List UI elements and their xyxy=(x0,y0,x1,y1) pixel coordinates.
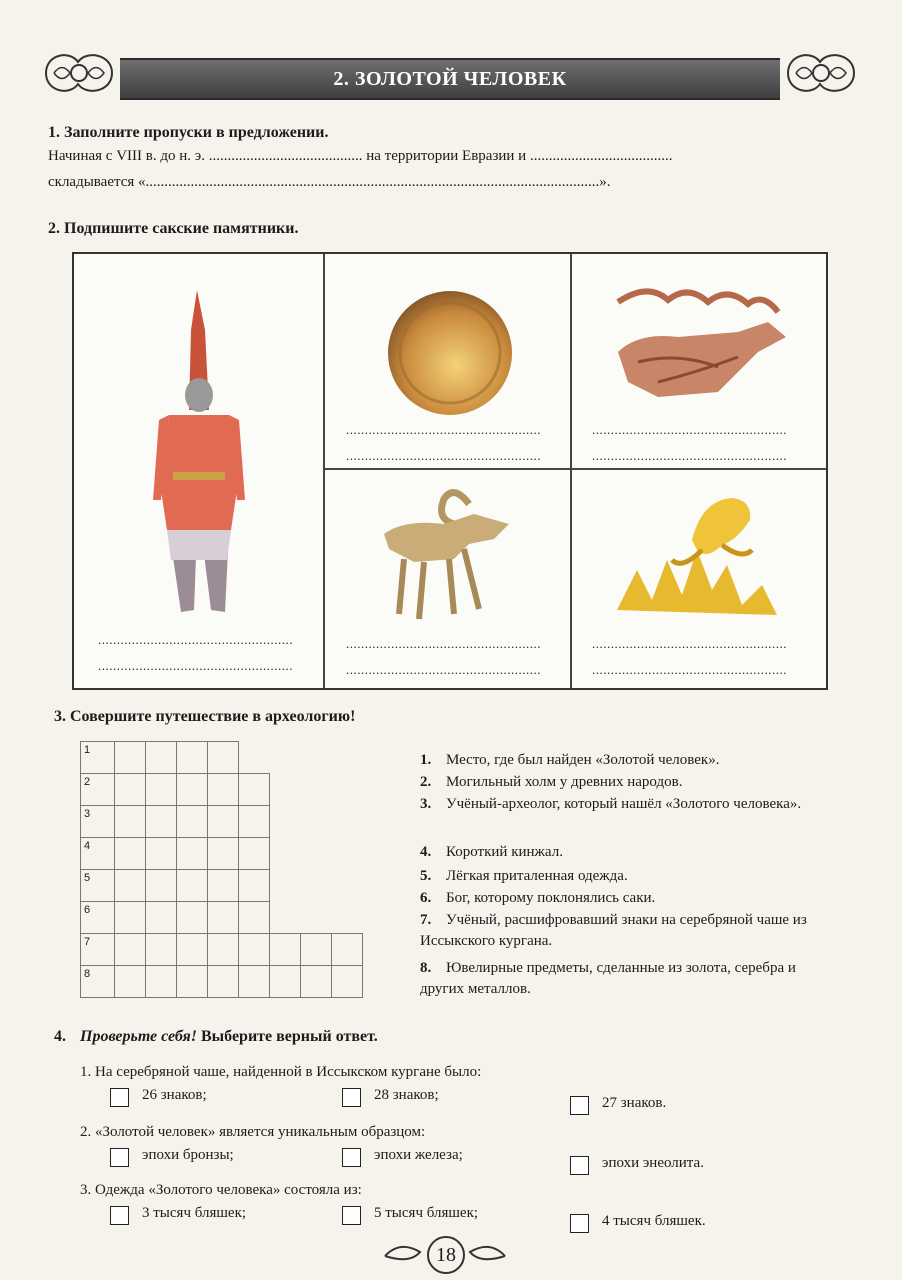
crossword-grid[interactable] xyxy=(80,741,363,998)
crossword-cell[interactable] xyxy=(115,774,146,806)
answer-label: 27 знаков. xyxy=(602,1095,667,1111)
clue-item xyxy=(420,888,830,909)
answer-label: 5 тысяч бляшек; xyxy=(374,1205,479,1221)
clue-number: 3. xyxy=(420,796,432,812)
crossword-cell[interactable] xyxy=(146,934,177,966)
answer-checkbox[interactable] xyxy=(342,1206,361,1225)
crossword-empty xyxy=(270,774,301,806)
answer-checkbox[interactable] xyxy=(110,1088,129,1107)
answer-label: 26 знаков; xyxy=(142,1087,207,1103)
clue-text: Могильный холм у древних народов. xyxy=(446,774,683,790)
clue-item xyxy=(420,750,830,771)
clue-text: Бог, которому поклонялись саки. xyxy=(446,890,656,906)
clue-number: 7. xyxy=(420,912,432,928)
crossword-cell[interactable]: 7 xyxy=(81,934,115,966)
deer-plaque-image xyxy=(598,282,798,412)
clue-item xyxy=(420,772,830,793)
answer-checkbox[interactable] xyxy=(110,1148,129,1167)
crossword-cell[interactable] xyxy=(177,966,208,998)
quiz-question: 1. На серебряной чаше, найденной в Иссыкском кургане было: xyxy=(80,1064,482,1080)
crossword-cell[interactable] xyxy=(115,806,146,838)
crossword-cell[interactable] xyxy=(208,774,239,806)
crossword-empty xyxy=(301,806,332,838)
crossword-empty xyxy=(270,870,301,902)
crossword-empty xyxy=(270,902,301,934)
crossword-cell[interactable] xyxy=(146,966,177,998)
crossword-cell[interactable] xyxy=(332,966,363,998)
crossword-cell[interactable] xyxy=(146,870,177,902)
clue-number: 4. xyxy=(420,844,432,860)
crossword-cell[interactable] xyxy=(146,806,177,838)
clue-text: Короткий кинжал. xyxy=(446,844,563,860)
crossword-row xyxy=(81,838,363,870)
answer-label: эпохи железа; xyxy=(374,1147,463,1163)
crossword-cell[interactable]: 5 xyxy=(81,870,115,902)
crossword-cell[interactable] xyxy=(177,934,208,966)
crossword-cell[interactable]: 3 xyxy=(81,806,115,838)
page-number: 18 xyxy=(427,1236,465,1274)
crossword-row xyxy=(81,742,363,774)
clue-item xyxy=(420,866,830,887)
answer-label: 3 тысяч бляшек; xyxy=(142,1205,247,1221)
answer-checkbox[interactable] xyxy=(342,1148,361,1167)
answer-label: эпохи бронзы; xyxy=(142,1147,234,1163)
crossword-empty xyxy=(239,742,270,774)
clue-item xyxy=(420,794,830,815)
clue-text: Лёгкая приталенная одежда. xyxy=(446,868,628,884)
crossword-empty xyxy=(270,806,301,838)
quiz-question: 3. Одежда «Золотого человека» состояла из: xyxy=(80,1182,362,1198)
caption-blank-2b[interactable]: .................................................... xyxy=(346,448,541,463)
right-ornament-icon xyxy=(782,44,860,102)
caption-blank-4b[interactable]: .................................................... xyxy=(346,662,541,677)
task1-heading: 1. Заполните пропуски в предложении. xyxy=(48,124,329,141)
clue-text: Ювелирные предметы, сделанные из золота, серебра и других металлов. xyxy=(420,960,796,997)
task1-line2[interactable]: складывается «.........................................................................................................................». xyxy=(48,174,611,190)
crossword-empty xyxy=(332,838,363,870)
crossword-cell[interactable] xyxy=(239,806,270,838)
answer-label: 28 знаков; xyxy=(374,1087,439,1103)
answer-checkbox[interactable] xyxy=(110,1206,129,1225)
caption-blank-3b[interactable]: .................................................... xyxy=(592,448,787,463)
clue-number: 6. xyxy=(420,890,432,906)
crossword-cell[interactable] xyxy=(239,838,270,870)
crossword-row xyxy=(81,934,363,966)
crossword-empty xyxy=(301,902,332,934)
crossword-cell[interactable] xyxy=(208,902,239,934)
crossword-cell[interactable] xyxy=(301,934,332,966)
crossword-empty xyxy=(301,870,332,902)
task1-line1[interactable]: Начиная с VIII в. до н. э. ......................................... на территории Евразии и ...................................... xyxy=(48,148,673,164)
crossword-empty xyxy=(332,870,363,902)
crossword-cell[interactable] xyxy=(115,934,146,966)
crossword-empty xyxy=(270,742,301,774)
crossword-cell[interactable] xyxy=(239,966,270,998)
crossword-cell[interactable] xyxy=(177,774,208,806)
crossword-cell[interactable] xyxy=(177,806,208,838)
crossword-cell[interactable] xyxy=(239,934,270,966)
crossword-cell[interactable] xyxy=(270,966,301,998)
crossword-cell[interactable] xyxy=(208,838,239,870)
crossword-cell[interactable] xyxy=(208,934,239,966)
crossword-cell[interactable] xyxy=(115,902,146,934)
clue-item xyxy=(420,958,830,1000)
crossword-cell[interactable]: 2 xyxy=(81,774,115,806)
clue-text: Учёный, расшифровавший знаки на серебряной чаше из Иссыкского кургана. xyxy=(420,912,807,949)
crossword-cell[interactable] xyxy=(146,838,177,870)
monuments-grid xyxy=(72,252,828,690)
caption-blank-5b[interactable]: .................................................... xyxy=(592,662,787,677)
crossword-cell[interactable] xyxy=(146,902,177,934)
answer-checkbox[interactable] xyxy=(342,1088,361,1107)
golden-disk-image xyxy=(380,288,520,418)
crossword-empty xyxy=(332,806,363,838)
crossword-row xyxy=(81,774,363,806)
answer-label: 4 тысяч бляшек. xyxy=(602,1213,706,1229)
ram-figurine-image xyxy=(374,484,524,624)
crossword-cell[interactable]: 1 xyxy=(81,742,115,774)
crossword-cell[interactable] xyxy=(115,742,146,774)
clue-text: Учёный-археолог, который нашёл «Золотого человека». xyxy=(446,796,802,812)
answer-checkbox[interactable] xyxy=(570,1214,589,1233)
caption-blank-4a[interactable]: .................................................... xyxy=(346,636,541,651)
answer-label: эпохи энеолита. xyxy=(602,1155,704,1171)
crossword-cell[interactable] xyxy=(301,966,332,998)
caption-blank-5a[interactable]: .................................................... xyxy=(592,636,787,651)
clue-number: 5. xyxy=(420,868,432,884)
crossword-cell[interactable] xyxy=(177,838,208,870)
crossword-cell[interactable] xyxy=(115,838,146,870)
clue-item xyxy=(420,910,830,952)
crossword-row xyxy=(81,806,363,838)
clue-number: 8. xyxy=(420,960,432,976)
caption-blank-2a[interactable]: .................................................... xyxy=(346,422,541,437)
crossword-empty xyxy=(332,774,363,806)
crossword-cell[interactable] xyxy=(146,742,177,774)
answer-checkbox[interactable] xyxy=(570,1096,589,1115)
crossword-cell[interactable] xyxy=(146,774,177,806)
crossword-cell[interactable] xyxy=(177,870,208,902)
caption-blank-1b[interactable]: .................................................... xyxy=(98,658,293,673)
crossword-cell[interactable] xyxy=(332,934,363,966)
crossword-empty xyxy=(301,838,332,870)
crossword-empty xyxy=(332,902,363,934)
caption-blank-3a[interactable]: .................................................... xyxy=(592,422,787,437)
crossword-cell[interactable] xyxy=(208,742,239,774)
crossword-cell[interactable] xyxy=(208,806,239,838)
caption-blank-1a[interactable]: .................................................... xyxy=(98,632,293,647)
crossword-cell[interactable] xyxy=(208,966,239,998)
golden-man-image xyxy=(139,290,259,620)
clue-number: 1. xyxy=(420,752,432,768)
crossword-empty xyxy=(301,742,332,774)
crossword-row xyxy=(81,902,363,934)
crossword-row xyxy=(81,870,363,902)
crossword-cell[interactable]: 4 xyxy=(81,838,115,870)
crossword-cell[interactable] xyxy=(239,774,270,806)
title-bar xyxy=(120,58,780,100)
clue-item xyxy=(420,842,830,863)
crossword-cell[interactable] xyxy=(239,870,270,902)
answer-checkbox[interactable] xyxy=(570,1156,589,1175)
crossword-cell[interactable] xyxy=(115,870,146,902)
left-ornament-icon xyxy=(40,44,118,102)
clue-text: Место, где был найден «Золотой человек». xyxy=(446,752,720,768)
crossword-empty xyxy=(332,742,363,774)
crossword-cell[interactable] xyxy=(177,902,208,934)
task3-heading: 3. Совершите путешествие в археологию! xyxy=(54,708,356,725)
crossword-empty xyxy=(270,838,301,870)
crossword-cell[interactable] xyxy=(270,934,301,966)
crossword-cell[interactable] xyxy=(115,966,146,998)
task2-heading: 2. Подпишите сакские памятники. xyxy=(48,220,299,237)
quiz-question: 2. «Золотой человек» является уникальным образцом: xyxy=(80,1124,426,1140)
crossword-cell[interactable] xyxy=(239,902,270,934)
crossword-empty xyxy=(301,774,332,806)
task4-heading: 4. Проверьте себя! Выберите верный ответ. xyxy=(54,1028,378,1045)
crossword-row xyxy=(81,966,363,998)
crossword-cell[interactable]: 6 xyxy=(81,902,115,934)
tiger-plaque-image xyxy=(612,490,782,630)
clue-number: 2. xyxy=(420,774,432,790)
page-title: 2. ЗОЛОТОЙ ЧЕЛОВЕК xyxy=(333,68,567,90)
crossword-cell[interactable] xyxy=(177,742,208,774)
crossword-cell[interactable]: 8 xyxy=(81,966,115,998)
crossword-cell[interactable] xyxy=(208,870,239,902)
